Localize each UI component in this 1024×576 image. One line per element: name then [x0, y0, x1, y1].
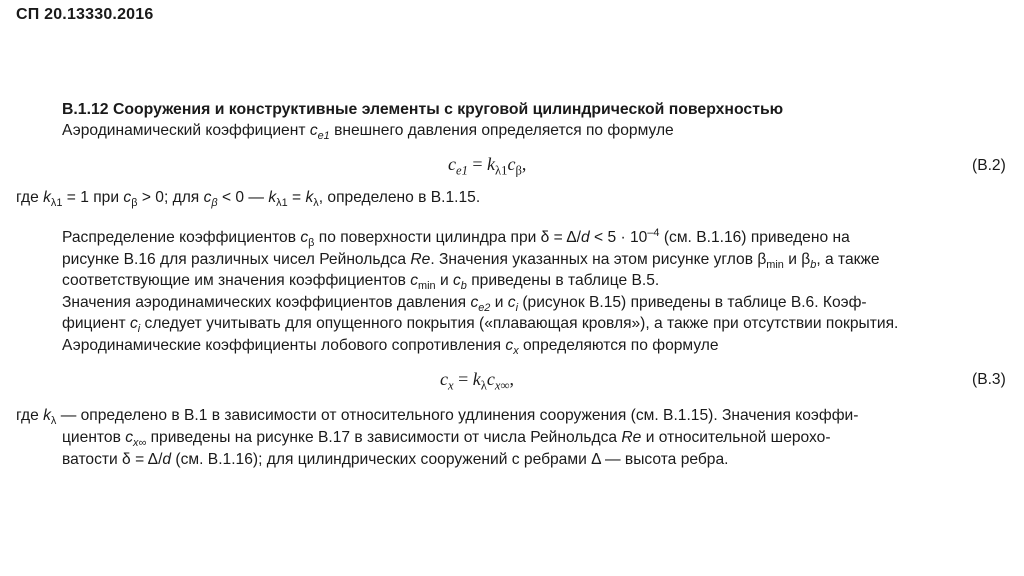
where-clause-2-line-2: циентов $c_{x\infty}$ приведены на рисунке В.17 в зависимости от числа Рейнольдса Re и относительной шерохо-: [62, 429, 831, 450]
formula-b2: $c_{e1} = k_{\lambda 1}c_\beta$,: [448, 154, 527, 178]
where-clause-2-line-1: где $k_\lambda$ — определено в В.1 в зависимости от относительного удлинения сооружения (см. В.1.15). Значения коэффи-: [16, 407, 859, 428]
document-code-header: СП 20.13330.2016: [16, 6, 154, 23]
section-heading: [62, 100, 783, 120]
paragraph-1-line-1: Распределение коэффициентов $c_\beta$ по поверхности цилиндра при $\delta = \Delta/d < 5 \cdot 10^{-4}$ (см. В.1.16) приведено на: [62, 226, 850, 250]
formula-b3-number: (В.3): [972, 371, 1006, 388]
paragraph-2-line-1: Значения аэродинамических коэффициентов давления $c_{e2}$ и $c_i$ (рисунок В.15) приведены в таблице В.6. Коэф-: [62, 294, 867, 315]
paragraph-1-line-3: соответствующие им значения коэффициентов $c_{min}$ и $c_b$ приведены в таблице В.5.: [62, 272, 660, 293]
section-title: Сооружения и конструктивные элементы с круговой цилиндрической поверхностью: [112, 101, 784, 118]
paragraph-2-line-2: фициент $c_i$ следует учитывать для опущенного покрытия («плавающая кровля»), а также при отсутствии покрытия.: [62, 315, 899, 336]
paragraph-3: Аэродинамические коэффициенты лобового сопротивления $c_x$ определяются по формуле: [62, 337, 719, 358]
where-clause-1: где $k_{\lambda 1} = 1$ при $c_\beta > 0$; для $c_\beta < 0$ — $k_{\lambda 1} = k_\lambda$, определено в В.1.15.: [16, 189, 481, 210]
where-clause-2-line-3: ватости δ = Δ/d (см. В.1.16); для цилиндрических сооружений с ребрами Δ — высота ребра.: [62, 451, 729, 468]
section-number: В.1.12: [62, 101, 109, 118]
formula-b2-number: (В.2): [972, 157, 1006, 174]
formula-b3: $c_x = k_\lambda c_{x\infty}$,: [440, 369, 514, 393]
intro-text-start: Аэродинамический коэффициент: [62, 122, 306, 139]
coef-symbol: $c_{e1}$: [309, 122, 330, 143]
intro-line: [62, 121, 674, 141]
intro-text-end: внешнего давления определяется по формуле: [334, 122, 674, 139]
paragraph-1-line-2: рисунке В.16 для различных чисел Рейнольдса Re. Значения указанных на этом рисунке углов $\beta_{min}$ и $\beta_b$, а также: [62, 251, 880, 272]
